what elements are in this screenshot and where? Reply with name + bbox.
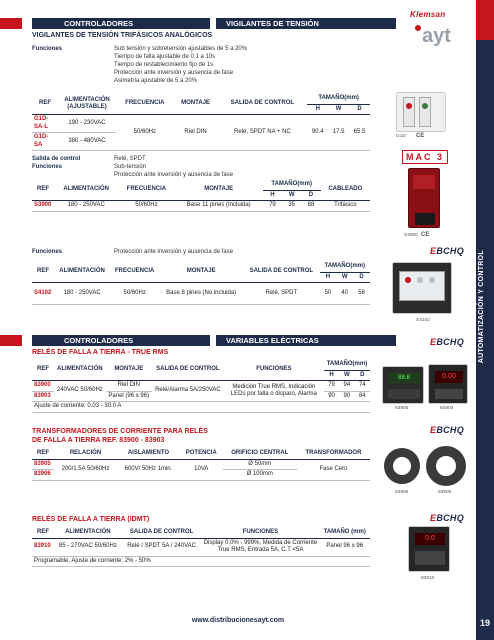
spec-key: Salida de control: [32, 156, 81, 162]
klemsan-logo: Klemsan: [410, 10, 446, 19]
table-cell-ref: S4102: [32, 283, 54, 305]
th-ref: REF: [32, 262, 54, 283]
th-d: D: [353, 272, 370, 283]
header-bar-controladores-2: [32, 335, 210, 346]
section1-table: [32, 94, 370, 151]
section4-title: RELÉS DE FALLA A TIERRA - TRUE RMS: [32, 349, 169, 356]
ebchq-logo: EBCHQ: [430, 425, 465, 435]
table-cell: 190 - 230VAC: [58, 115, 116, 133]
section3-table: [32, 262, 370, 305]
table-cell: 50: [320, 283, 337, 305]
spec-key: Funciones: [32, 249, 63, 255]
th-tamano: TAMAÑO(mm): [324, 360, 370, 370]
table-cell: 79: [324, 381, 339, 392]
table-cell: Ø 100mm: [223, 470, 297, 481]
mac3-logo: MAC 3: [402, 150, 448, 164]
th-montaje: MONTAJE: [106, 360, 152, 381]
table-cell: 58: [353, 283, 370, 305]
th-alimentacion: ALIMENTACIÓN: [54, 262, 110, 283]
table-cell: 600V/ 50Hz 1min.: [117, 459, 180, 480]
spec-key: Funciones: [32, 46, 63, 52]
header-left-label: CONTROLADORES: [64, 19, 134, 28]
table-note: Ajuste de corriente: 0.03 - 30.0 A: [32, 402, 370, 413]
83903-caption: 83903: [440, 406, 454, 411]
spec-line: Sub tensión y sobretensión ajustables de 5 a 20%: [114, 46, 248, 52]
table-cell: Relé / SPDT 5A / 240VAC: [122, 538, 202, 556]
th-relacion: RELACIÓN: [54, 449, 117, 459]
th-h: H: [307, 104, 328, 115]
table-cell: Fase Cero: [297, 459, 370, 480]
th-ref: REF: [32, 449, 54, 459]
th-salida: SALIDA DE CONTROL: [122, 528, 202, 538]
table-cell: 94: [339, 381, 354, 392]
table-cell: 240VAC 50/60Hz: [54, 381, 106, 402]
section5-title-line1: TRANSFORMADORES DE CORRIENTE PARA RELÉS: [32, 428, 208, 435]
th-d: D: [355, 370, 370, 381]
th-frecuencia: FRECUENCIA: [118, 180, 174, 201]
page-number: 19: [479, 618, 490, 628]
th-ref: REF: [32, 94, 58, 115]
s3900-caption: S3900: [404, 233, 418, 238]
th-orificio: ORIFICIO CENTRAL: [223, 449, 297, 459]
table-cell: 10VA: [180, 459, 223, 480]
spec-value: Relé, SPDT: [114, 156, 146, 162]
section1-spec: [32, 45, 362, 89]
section5-table: [32, 449, 370, 481]
83910-caption: 83910: [421, 576, 435, 581]
th-w: W: [328, 104, 349, 115]
th-funciones: FUNCIONES: [201, 528, 319, 538]
th-montaje: MONTAJE: [175, 180, 263, 201]
th-salida: SALIDA DE CONTROL: [152, 360, 224, 381]
th-alimentacion: ALIMENTACIÓN: [54, 528, 122, 538]
table-cell: Display 0,0% - 999%, Medida de Corriente True RMS, Entrada 5A, C.T <5A: [201, 538, 319, 556]
83905-caption: 83905: [395, 490, 409, 495]
header-bar-controladores: [32, 18, 210, 29]
table-cell-ref: 83903: [32, 391, 54, 402]
83900-caption: 83900: [395, 406, 409, 411]
table-note: Programable, Ajuste de corriente: 2% - 50%: [32, 556, 370, 567]
table-cell: Riel DIN: [174, 115, 218, 151]
table-cell-ref: G1D-SA-L: [32, 115, 58, 133]
table-cell: Relé, SPDT NA + NC: [217, 115, 307, 151]
83910-product-image: 0.0: [408, 526, 450, 572]
th-ref: REF: [32, 528, 54, 538]
th-potencia: POTENCIA: [180, 449, 223, 459]
table-cell-ref: S3900: [32, 201, 54, 212]
table-cell: 79: [263, 201, 282, 212]
83905-product-image: [384, 448, 420, 484]
table-cell: 90: [339, 391, 354, 402]
ce-mark-icon: CE: [421, 232, 430, 238]
spec-key: Funciones: [32, 164, 63, 170]
table-cell: 50/60Hz: [118, 201, 174, 212]
s4102-product-image: [392, 262, 452, 314]
th-w: W: [282, 190, 301, 201]
th-funciones: FUNCIONES: [224, 360, 324, 381]
g1d-product-image: [396, 92, 446, 132]
spec-value: Sub-tensión: [114, 164, 147, 170]
table-cell: Base 11 pines (Incluida): [175, 201, 263, 212]
header-right-label: VIGILANTES DE TENSIÓN: [226, 19, 319, 28]
table-cell: 84: [355, 391, 370, 402]
section3-spec: [32, 248, 362, 258]
section2-table: [32, 180, 370, 212]
th-tamano: TAMAÑO(mm): [263, 180, 321, 190]
table-cell-ref: 83900: [32, 381, 54, 392]
ebchq-logo: EBCHQ: [430, 246, 465, 256]
footer-url[interactable]: www.distribucionesayt.com: [191, 617, 285, 624]
table-cell: Trifásico: [321, 201, 370, 212]
83900-product-image: 88.8: [382, 366, 424, 404]
th-d: D: [349, 104, 370, 115]
table-cell: 50/60Hz: [110, 283, 159, 305]
table-cell: 200/1.5A 50/60Hz: [54, 459, 117, 480]
table-cell: 35: [282, 201, 301, 212]
th-frecuencia: FRECUENCIA: [110, 262, 159, 283]
th-d: D: [301, 190, 320, 201]
table-cell: Medición True RMS, Indicación LEDs por falla o disparo, Alarma: [224, 381, 324, 402]
side-category-label: AUTOMATIZACIÓN Y CONTROL: [478, 250, 485, 364]
th-alimentacion: ALIMENTACIÓN: [54, 360, 106, 381]
table-cell: 50/60Hz: [116, 115, 174, 151]
ebchq-logo: EBCHQ: [430, 513, 465, 523]
83906-caption: 83906: [438, 490, 452, 495]
table-cell: Relé, SPDT: [243, 283, 319, 305]
ayt-logo-text: ayt: [422, 25, 451, 46]
th-salida: SALIDA DE CONTROL: [217, 94, 307, 115]
table-cell: 85 - 270VAC 50/60Hz: [54, 538, 122, 556]
th-frecuencia: FRECUENCIA: [116, 94, 174, 115]
section1-title: VIGILANTES DE TENSIÓN TRIFÁSICOS ANALÓGICOS: [32, 32, 213, 39]
section6-title: RELÉS DE FALLA A TIERRA (IDMT): [32, 516, 150, 523]
table-cell: 65.5: [349, 115, 370, 151]
th-montaje: MONTAJE: [174, 94, 218, 115]
table-cell: 90: [324, 391, 339, 402]
header-right-label: VARIABLES ELÉCTRICAS: [226, 336, 319, 345]
table-cell: 180 - 250VAC: [54, 201, 118, 212]
table-cell: Base 8 pines (No incluida): [159, 283, 243, 305]
header-left-label: CONTROLADORES: [64, 336, 134, 345]
header-bar-variables: [216, 335, 396, 346]
section4-table: [32, 360, 370, 413]
th-tamano: TAMAÑO (mm): [319, 528, 370, 538]
th-tamano: TAMAÑO(mm): [320, 262, 370, 272]
spec-line: Tiempo de falla ajustable de 0.1 a 10s: [114, 54, 216, 60]
table-cell-ref: 83905: [32, 459, 54, 470]
table-cell-ref: G1D-SA: [32, 133, 58, 151]
side-accent: [476, 0, 494, 40]
spec-line: Tiempo de restablecimiento fijo de 1s: [114, 62, 214, 68]
table-cell: Panel 96 x 96: [319, 538, 370, 556]
th-w: W: [339, 370, 354, 381]
section2-spec: [32, 155, 362, 181]
table-cell: Riel DIN: [106, 381, 152, 392]
83903-product-image: 0.00: [428, 364, 468, 404]
table-cell: 17.5: [328, 115, 349, 151]
table-cell: 40: [336, 283, 353, 305]
spec-line: Protección ante inversión y ausencia de fase: [114, 70, 234, 76]
th-ref: REF: [32, 360, 54, 381]
table-cell: 88: [301, 201, 320, 212]
th-h: H: [320, 272, 337, 283]
table-cell-ref: 83906: [32, 470, 54, 481]
section5-title-line2: DE FALLA A TIERRA REF. 83900 - 83903: [32, 437, 165, 444]
s4102-caption: S4102: [416, 318, 430, 323]
spec-value: Protección ante inversión y ausencia de fase: [114, 249, 234, 255]
th-w: W: [336, 272, 353, 283]
83906-product-image: [426, 446, 466, 486]
th-cableado: CABLEADO: [321, 180, 370, 201]
th-aislamiento: AISLAMIENTO: [117, 449, 180, 459]
header-bar-vigilantes: [216, 18, 396, 29]
th-salida: SALIDA DE CONTROL: [243, 262, 319, 283]
s3900-product-image: [408, 168, 440, 228]
th-ref: REF: [32, 180, 54, 201]
ayt-logo: [412, 22, 464, 46]
th-alimentacion: ALIMENTACIÓN (AJUSTABLE): [58, 94, 116, 115]
th-montaje: MONTAJE: [159, 262, 243, 283]
g1d-caption: G1D: [396, 134, 406, 139]
th-tamano: TAMAÑO(mm): [307, 94, 370, 104]
spec-line: Asimetría ajustable de 5 a 20%: [114, 78, 198, 84]
table-cell-ref: 83910: [32, 538, 54, 556]
table-cell: 180 - 250VAC: [54, 283, 110, 305]
th-h: H: [263, 190, 282, 201]
table-cell: Panel (96 x 96): [106, 391, 152, 402]
spec-value: Protección ante inversión y ausencia de fase: [114, 172, 234, 178]
th-transformador: TRANSFORMADOR: [297, 449, 370, 459]
table-cell: 380 - 480VAC: [58, 133, 116, 151]
th-h: H: [324, 370, 339, 381]
ce-mark-icon: CE: [416, 133, 425, 139]
th-alimentacion: ALIMENTACIÓN: [54, 180, 118, 201]
side-band: [476, 0, 494, 640]
section6-table: [32, 528, 370, 567]
table-cell: Relé/Alarma 5A/250VAC: [152, 381, 224, 402]
table-cell: 74: [355, 381, 370, 392]
ebchq-logo: EBCHQ: [430, 337, 465, 347]
table-cell: Ø 50mm: [223, 459, 297, 470]
table-cell: 90.4: [307, 115, 328, 151]
